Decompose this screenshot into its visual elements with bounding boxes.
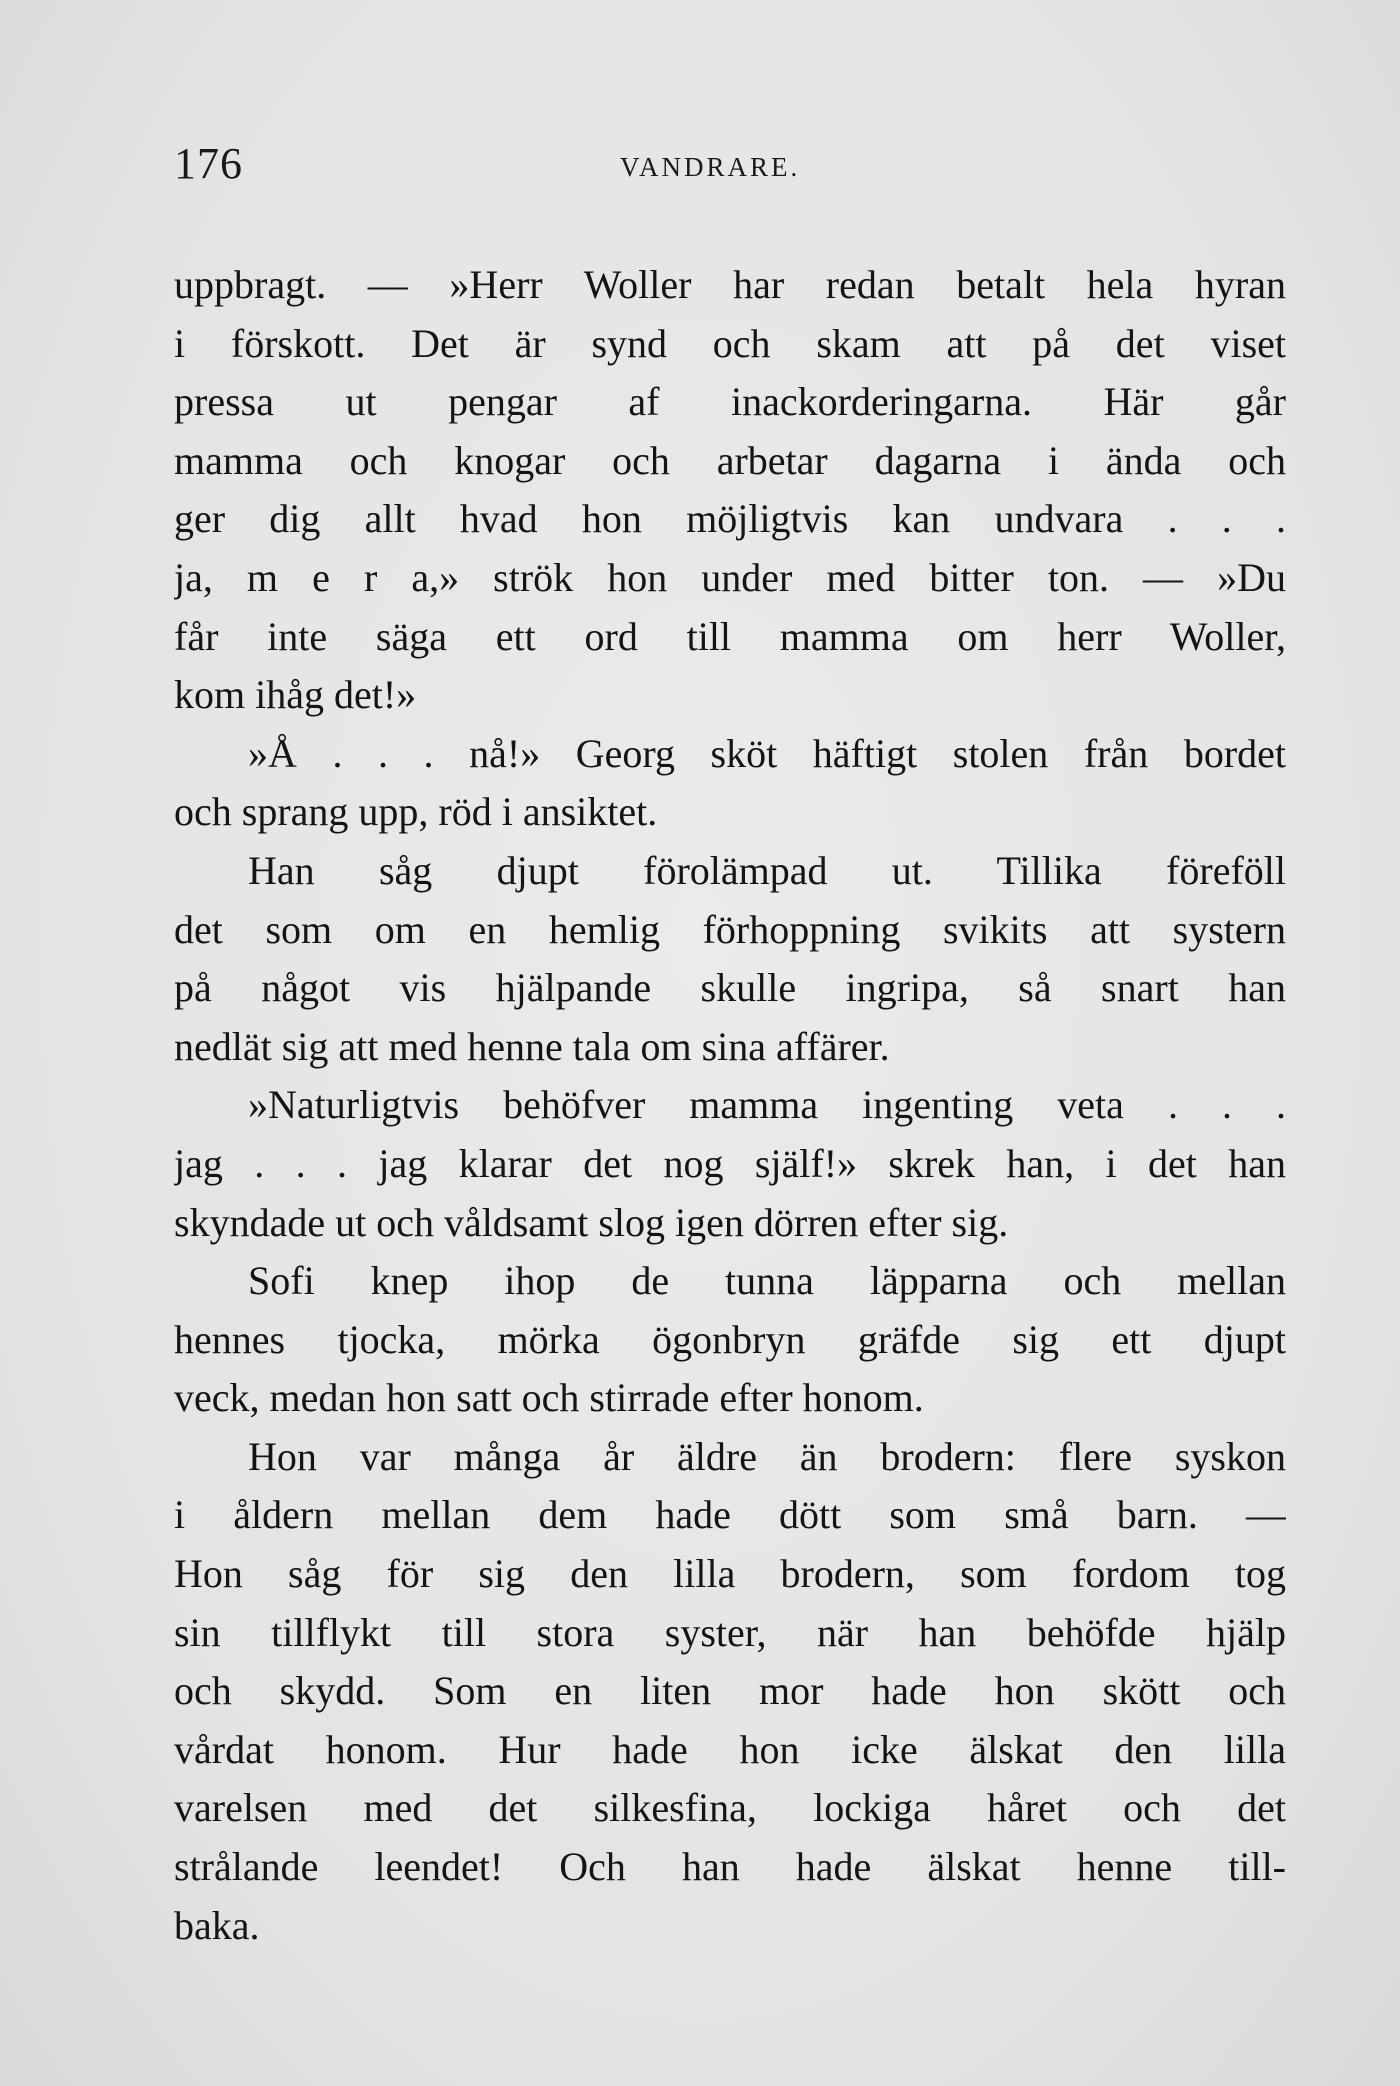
text-line: Hon var många år äldre än brodern: flere syskon	[248, 1433, 1286, 1479]
running-head: VANDRARE.	[620, 152, 801, 182]
text-line: varelsen med det silkesfina, lockiga håret och det	[174, 1785, 1286, 1831]
body-text	[174, 256, 1286, 1955]
text-line: nedlät sig att med henne tala om sina affärer.	[174, 1023, 890, 1069]
text-line: får inte säga ett ord till mamma om herr Woller,	[174, 613, 1286, 659]
text-line: sin tillflykt till stora syster, när han behöfde hjälp	[174, 1609, 1286, 1655]
text-line: »Å . . . nå!» Georg sköt häftigt stolen från bordet	[248, 730, 1286, 776]
text-line: Sofi knep ihop de tunna läpparna och mellan	[248, 1258, 1286, 1304]
text-line: Han såg djupt förolämpad ut. Tillika föreföll	[248, 847, 1286, 893]
text-line: hennes tjocka, mörka ögonbryn gräfde sig ett djupt	[174, 1316, 1286, 1362]
text-line: baka.	[174, 1902, 260, 1948]
text-line: jag . . . jag klarar det nog själf!» skrek han, i det han	[174, 1140, 1286, 1186]
text-line: veck, medan hon satt och stirrade efter honom.	[174, 1375, 924, 1421]
text-line: i åldern mellan dem hade dött som små barn. —	[174, 1492, 1286, 1538]
text-line: kom ihåg det!»	[174, 672, 417, 718]
page-number: 176	[174, 139, 243, 188]
text-line: »Naturligtvis behöfver mamma ingenting veta . . .	[248, 1082, 1286, 1128]
text-line: ja, m e r a,» strök hon under med bitter ton. — »Du	[174, 554, 1286, 600]
text-line: i förskott. Det är synd och skam att på det viset	[174, 320, 1286, 366]
text-line: på något vis hjälpande skulle ingripa, så snart han	[174, 965, 1286, 1011]
text-line: mamma och knogar och arbetar dagarna i ända och	[174, 437, 1286, 483]
text-line: och sprang upp, röd i ansiktet.	[174, 789, 658, 835]
text-line: skyndade ut och våldsamt slog igen dörren efter sig.	[174, 1199, 1009, 1245]
text-line: ger dig allt hvad hon möjligtvis kan undvara . . .	[174, 496, 1286, 542]
text-line: Hon såg för sig den lilla brodern, som fordom tog	[174, 1551, 1286, 1597]
text-line: vårdat honom. Hur hade hon icke älskat den lilla	[174, 1726, 1286, 1772]
page-header	[174, 138, 1286, 198]
text-line: pressa ut pengar af inackorderingarna. Här går	[174, 379, 1286, 425]
text-line: det som om en hemlig förhoppning svikits att systern	[174, 906, 1286, 952]
text-line: uppbragt. — »Herr Woller har redan betalt hela hyran	[174, 262, 1286, 307]
text-line: och skydd. Som en liten mor hade hon skött och	[174, 1668, 1286, 1714]
text-line: strålande leendet! Och han hade älskat henne till-	[174, 1844, 1286, 1890]
